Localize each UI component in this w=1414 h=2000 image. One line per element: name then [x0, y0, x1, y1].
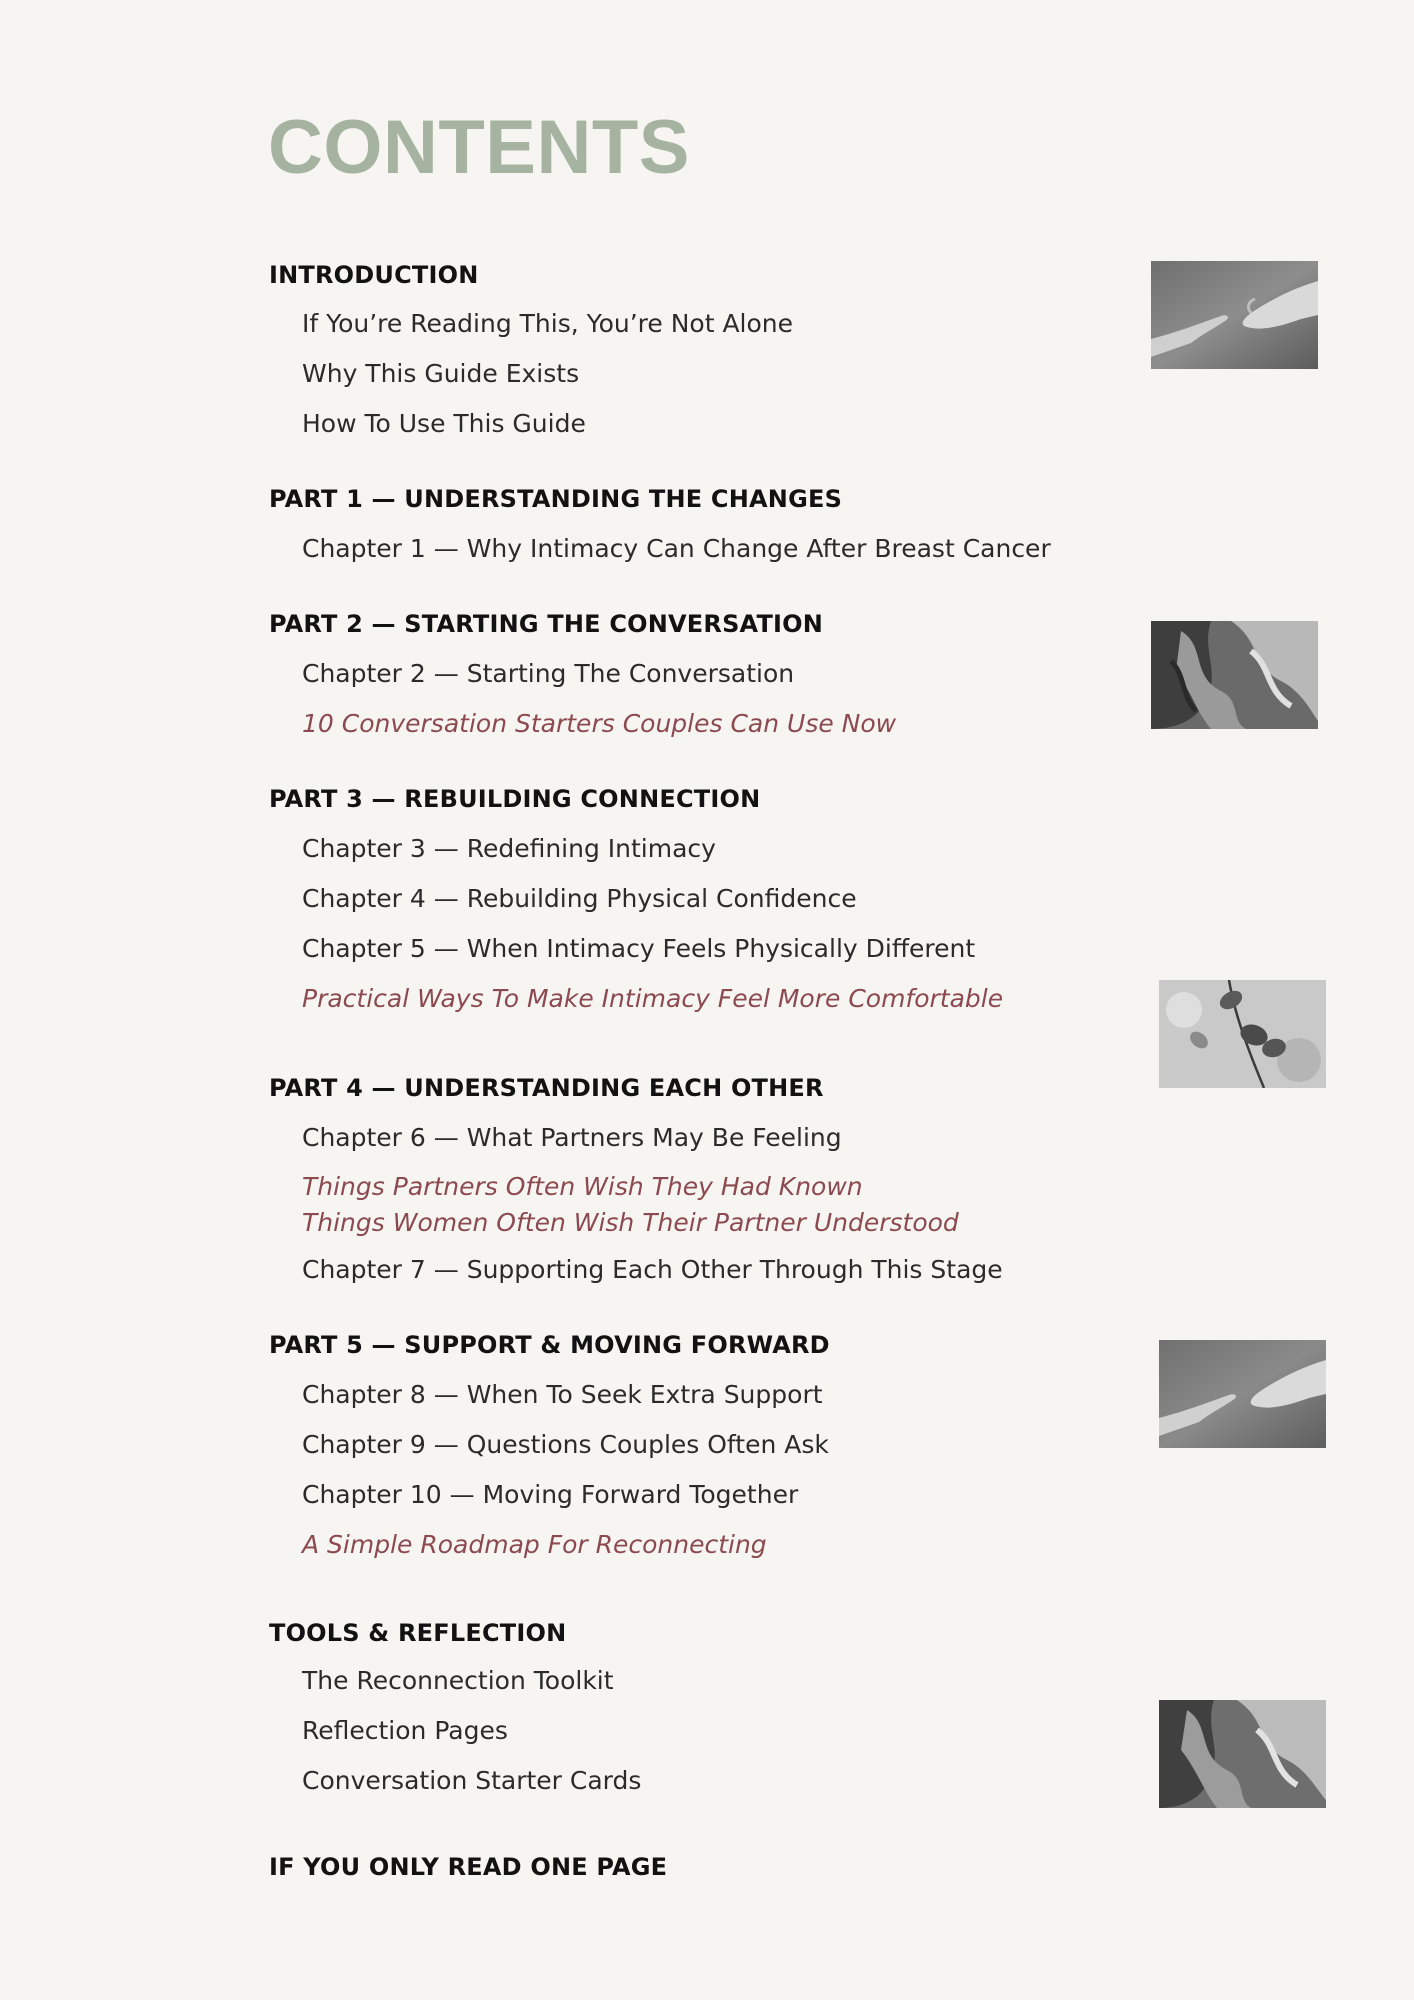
toc-entry[interactable]: Chapter 2 — Starting The Conversation [302, 659, 795, 688]
toc-entry[interactable]: Why This Guide Exists [302, 359, 580, 388]
page-title: CONTENTS [268, 105, 690, 190]
toc-entry[interactable]: Chapter 4 — Rebuilding Physical Confidence [302, 884, 857, 913]
toc-entry[interactable]: Chapter 6 — What Partners May Be Feeling [302, 1123, 842, 1152]
toc-entry[interactable]: Chapter 8 — When To Seek Extra Support [302, 1380, 823, 1409]
toc-entry[interactable]: Chapter 7 — Supporting Each Other Through This Stage [302, 1255, 1003, 1284]
toc-entry[interactable]: Reflection Pages [302, 1716, 508, 1745]
section-heading-one-page[interactable]: IF YOU ONLY READ ONE PAGE [269, 1853, 668, 1881]
leaves-branch-photo [1159, 980, 1326, 1088]
toc-entry-highlight[interactable]: Things Partners Often Wish They Had Known [302, 1172, 863, 1201]
toc-entry[interactable]: The Reconnection Toolkit [302, 1666, 614, 1695]
toc-entry[interactable]: Chapter 1 — Why Intimacy Can Change After Breast Cancer [302, 534, 1051, 563]
toc-entry-highlight[interactable]: 10 Conversation Starters Couples Can Use Now [302, 709, 897, 738]
section-heading-part-3[interactable]: PART 3 — REBUILDING CONNECTION [269, 785, 761, 813]
toc-entry[interactable]: How To Use This Guide [302, 409, 586, 438]
section-heading-tools[interactable]: TOOLS & REFLECTION [269, 1619, 567, 1647]
toc-entry[interactable]: Chapter 5 — When Intimacy Feels Physically Different [302, 934, 976, 963]
draped-fabric-photo [1151, 621, 1318, 729]
hands-reaching-photo [1159, 1340, 1326, 1448]
draped-fabric-photo [1159, 1700, 1326, 1808]
toc-entry[interactable]: Conversation Starter Cards [302, 1766, 642, 1795]
hands-reaching-photo [1151, 261, 1318, 369]
toc-entry-highlight[interactable]: A Simple Roadmap For Reconnecting [302, 1530, 767, 1559]
toc-entry[interactable]: If You’re Reading This, You’re Not Alone [302, 309, 794, 338]
toc-entry[interactable]: Chapter 10 — Moving Forward Together [302, 1480, 799, 1509]
toc-entry[interactable]: Chapter 3 — Redefining Intimacy [302, 834, 716, 863]
section-heading-part-1[interactable]: PART 1 — UNDERSTANDING THE CHANGES [269, 485, 843, 513]
toc-entry-highlight[interactable]: Things Women Often Wish Their Partner Understood [302, 1208, 959, 1237]
section-heading-part-2[interactable]: PART 2 — STARTING THE CONVERSATION [269, 610, 824, 638]
section-heading-part-4[interactable]: PART 4 — UNDERSTANDING EACH OTHER [269, 1074, 824, 1102]
section-heading-part-5[interactable]: PART 5 — SUPPORT & MOVING FORWARD [269, 1331, 830, 1359]
toc-entry-highlight[interactable]: Practical Ways To Make Intimacy Feel More Comfortable [302, 984, 1004, 1013]
section-heading-introduction[interactable]: INTRODUCTION [269, 261, 479, 289]
toc-entry[interactable]: Chapter 9 — Questions Couples Often Ask [302, 1430, 829, 1459]
